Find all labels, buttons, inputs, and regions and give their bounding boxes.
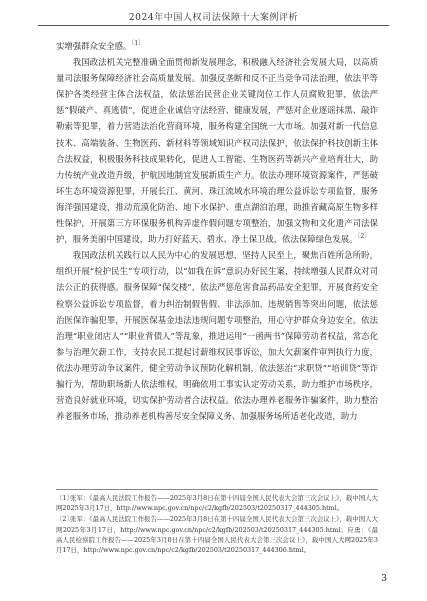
footnote-1 <box>56 493 378 513</box>
page-number: 3 <box>381 574 387 584</box>
header-divider <box>38 25 389 26</box>
footnote-1-number: 〔1〕 <box>56 494 73 502</box>
footnote-divider <box>56 489 378 490</box>
footnote-2-text: 张军：《最高人民法院工作报告——2025年3月8日在第十四届全国人民代表大会第三次会议上》，载中国人大网2025年3月17日，http://www.npc.gov.cn/npc/c2/kgfb/202503/t20250317_444305.html；应勇：《最高人民检察院工作报告——2025年3月8日在第十四届全国人民代表大会第三次会议上》，载中国人大网2025年3月17日，http://www.npc.gov.cn/npc/c2/kgfb/202503/t20250317_444306.html。 <box>56 515 378 555</box>
footnote-2-number: 〔2〕 <box>56 515 73 524</box>
footnote-2 <box>56 514 378 555</box>
footnote-ref-1[interactable]: 〔1〕 <box>131 40 145 48</box>
paragraph-3-text: 我国政法机关践行以人民为中心的发展思想，坚持人民至上，聚焦百姓所急所盼，组织开展“检护民生”专项行动，以“如我在诉”意识办好民生案，持续增强人民群众对司法公正的获得感。服务保障“保交楼”，依法严惩危害食品药品安全犯罪，开展食药安全检察公益诉讼专项监督，着力纠治制假售假、非法添加、违规销售等突出问题，依法惩治医保诈骗犯罪，开展医保基金违法违规问题专项整治，用心守护群众身边安全。依法治理“职业闭店人”“职业背债人”等乱象，推进运用“一函两书”保障劳动者权益，常态化参与治理欠薪工作，支持农民工提起讨薪维权民事诉讼，加大欠薪案件审判执行力度，依法办理劳动争议案件，健全劳动争议预防化解机制，依法惩治“求职贷”“培训贷”等诈骗行为，帮助职场新人依法维权，明确依用工事实认定劳动关系，助力维护市场秩序，营造良好就业环境，切实保护劳动者合法权益。依法办理养老服务诈骗案件，助力整治养老服务市场，推动养老机构善尽安全保障义务、加强服务场所适老化改造，助力 <box>56 250 378 422</box>
footnotes <box>56 493 378 556</box>
footnote-ref-2[interactable]: 〔2〕 <box>357 233 371 241</box>
running-header: 2024年中国人权司法保障十大案例评析 <box>128 13 299 23</box>
paragraph-2 <box>56 54 378 247</box>
footnote-1-text: 张军：《最高人民法院工作报告——2025年3月8日在第十四届全国人民代表大会第三次会议上》，载中国人大网2025年3月17日，http://www.npc.gov.cn/npc/c2/kgfb/202503/t20250317_444305.html。 <box>56 494 378 513</box>
paragraph-1-text: 实增强群众安全感。 <box>56 41 132 51</box>
main-text <box>56 38 378 424</box>
paragraph-1 <box>56 38 378 54</box>
paragraph-3 <box>56 247 378 424</box>
paragraph-2-text: 我国政法机关完整准确全面贯彻新发展理念，积极融入经济社会发展大局，以高质量司法服务保障经济社会高质量发展。加强反垄断和反不正当竞争司法治理，依法平等保护各类经营主体合法权益，依法惩治民营企业关键岗位工作人员腐败犯罪，依法严惩“假破产、真逃债”，促进企业诚信守法经营、健康发展，严惩对企业逐谣抹黑、敲诈勒索等犯罪，着力营造法治化营商环境，服务构建全国统一大市场。加强对新一代信息技术、高端装备、生物医药、新材料等领域知识产权司法保护，依法保护科技创新主体合法权益，积极服务科技成果转化，促进人工智能、生物医药等新兴产业培育壮大，助力传统产业改造升级，护航因地制宜发展新质生产力。依法办理环境资源案件，严惩破坏生态环境资源犯罪，开展长江、黄河、珠江流域水环境治理公益诉讼专项监督，服务海洋强国建设，推动荒漠化防治、地下水保护、重点湖泊治理，助推省藏高原生物多样性保护，开展第三方环保服务机构弄虚作假问题专项整治，加强文物和文化遗产司法保护，服务美丽中国建设，助力打好蓝天、碧水、净土保卫战，依法保障绿色发展。 <box>56 57 378 245</box>
